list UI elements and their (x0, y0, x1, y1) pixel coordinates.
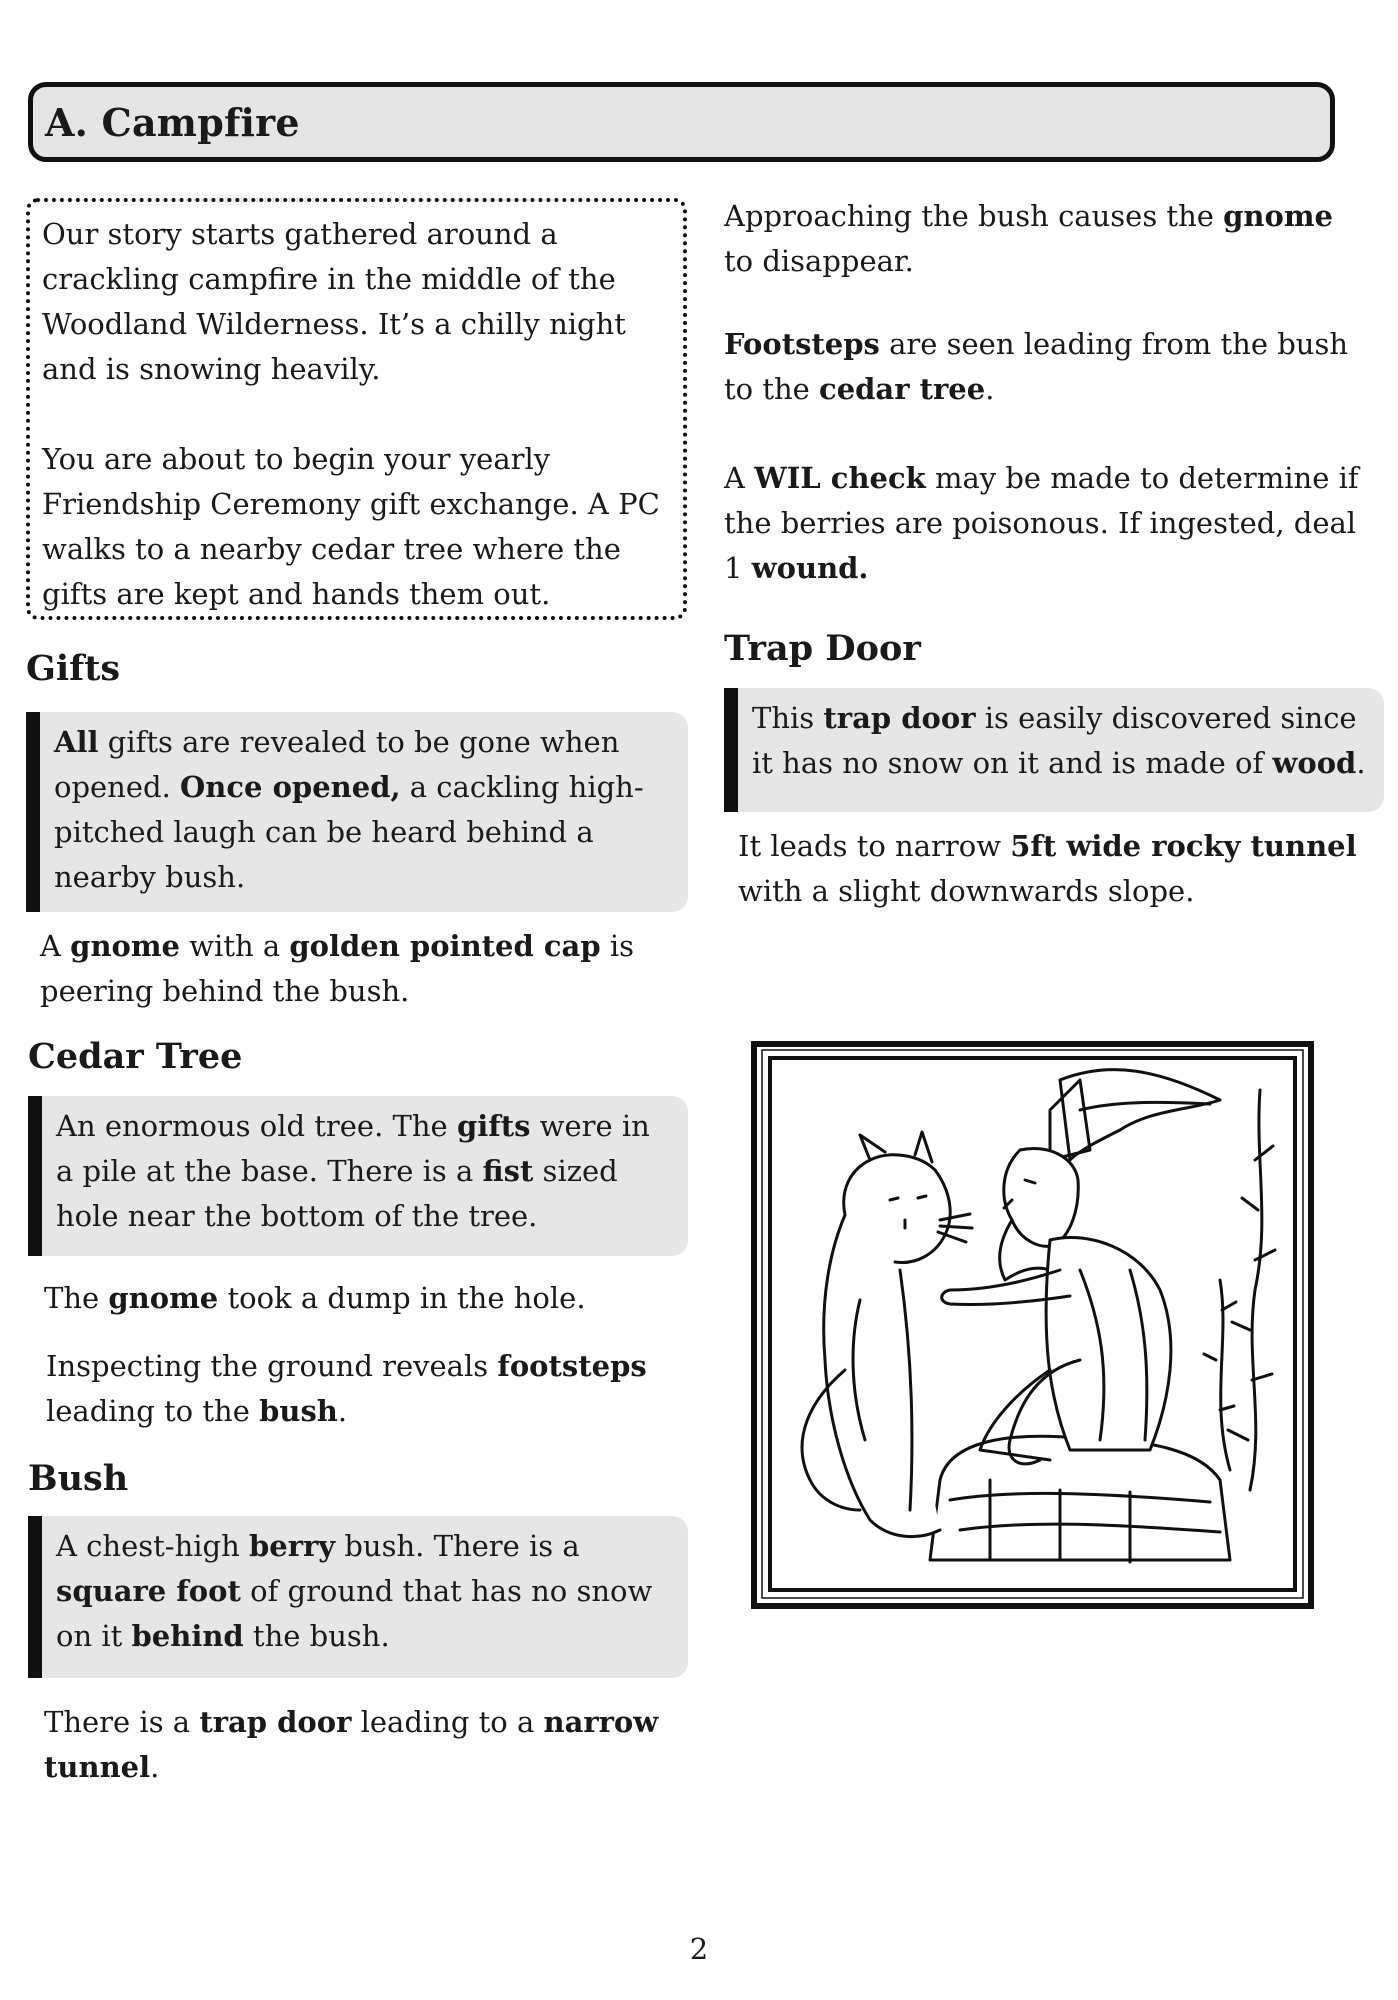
readaloud-paragraph-1: Our story starts gathered around a crackling campfire in the middle of the Woodland Wilderness. It’s a chilly night and is snowing heavily. (42, 217, 626, 386)
text-bold: footsteps (497, 1349, 647, 1383)
gifts-paragraph (40, 924, 680, 1014)
bush-callout (28, 1516, 688, 1678)
section-title-bar (28, 82, 1335, 162)
text: leading to the (46, 1394, 260, 1428)
text: gifts are revealed to be gone when opened. (54, 725, 620, 804)
illustration-scene (802, 1070, 1275, 1562)
gnome-and-cat-illustration (750, 1040, 1315, 1610)
cedar-tree-callout (28, 1096, 688, 1256)
text-bold: gnome (70, 929, 181, 963)
text: with a (180, 929, 290, 963)
text: . (150, 1750, 160, 1784)
text-bold: bush (259, 1394, 338, 1428)
text: A (40, 929, 71, 963)
readaloud-paragraph-2: You are about to begin your yearly Friendship Ceremony gift exchange. A PC walks to a nearby cedar tree where the gifts are kept and hands them out. (42, 442, 660, 611)
text-bold: berry (249, 1529, 336, 1563)
text: a cackling high-pitched laugh can be heard behind a nearby bush. (54, 770, 644, 894)
text: the bush. (243, 1619, 390, 1653)
text-bold: All (54, 725, 99, 759)
text: is easily discovered since it has no snow on it and is made of (752, 701, 1357, 780)
text: Approaching the bush causes the (724, 199, 1224, 233)
bush-paragraph (44, 1700, 664, 1790)
text-bold: gifts (456, 1109, 531, 1143)
trap-door-callout (724, 688, 1384, 812)
text-bold: WIL check (754, 461, 926, 495)
trap-door-heading: Trap Door (724, 628, 921, 669)
text-bold: fist (482, 1154, 534, 1188)
text: . (337, 1394, 348, 1428)
text: There is a (44, 1705, 200, 1739)
bush-heading: Bush (28, 1458, 129, 1499)
approach-paragraph (724, 194, 1364, 284)
text: An enormous old tree. The (56, 1109, 457, 1143)
text-bold: gnome (1223, 199, 1333, 233)
text: This (752, 701, 824, 735)
footsteps-paragraph (724, 322, 1364, 412)
text-bold: cedar tree (819, 372, 986, 406)
text-bold: golden pointed cap (289, 929, 601, 963)
text: with a slight downwards slope. (738, 874, 1195, 908)
text-bold: Footsteps (724, 327, 880, 361)
wil-check-paragraph (724, 456, 1374, 591)
gifts-callout (26, 712, 688, 912)
text-bold: behind (131, 1619, 244, 1653)
text: to disappear. (724, 244, 914, 278)
cedar-tree-paragraph-1 (44, 1276, 684, 1321)
text: . (1356, 746, 1366, 780)
text: were in a pile at the base. There is a (56, 1109, 650, 1188)
section-title: A. Campfire (45, 99, 300, 145)
text-bold: square foot (56, 1574, 241, 1608)
page-number: 2 (689, 1932, 709, 1966)
text: A chest-high (56, 1529, 249, 1563)
text: took a dump in the hole. (218, 1281, 586, 1315)
text-bold: trap door (823, 701, 976, 735)
cedar-tree-paragraph-2 (46, 1344, 686, 1434)
text: Inspecting the ground reveals (46, 1349, 498, 1383)
trap-door-paragraph (738, 824, 1368, 914)
text-bold: gnome (108, 1281, 219, 1315)
text: It leads to narrow (738, 829, 1011, 863)
text: may be made to determine if the berries are poisonous. If ingested, deal 1 (724, 461, 1359, 585)
text: bush. There is a (335, 1529, 580, 1563)
text-bold: trap door (199, 1705, 352, 1739)
text: sized hole near the bottom of the tree. (56, 1154, 618, 1233)
text: are seen leading from the bush to the (724, 327, 1349, 406)
text: is peering behind the bush. (40, 929, 634, 1008)
text-bold: wound. (751, 551, 869, 585)
text: . (985, 372, 995, 406)
text-bold: narrow tunnel (44, 1705, 659, 1784)
text: leading to a (351, 1705, 544, 1739)
cedar-tree-heading: Cedar Tree (28, 1036, 243, 1077)
text: The (44, 1281, 109, 1315)
text: A (724, 461, 755, 495)
gifts-heading: Gifts (26, 648, 121, 689)
text-bold: wood (1272, 746, 1357, 780)
text-bold: Once opened, (180, 770, 401, 804)
readaloud-box (26, 198, 687, 620)
text: of ground that has no snow on it (56, 1574, 653, 1653)
text-bold: 5ft wide rocky tunnel (1010, 829, 1357, 863)
